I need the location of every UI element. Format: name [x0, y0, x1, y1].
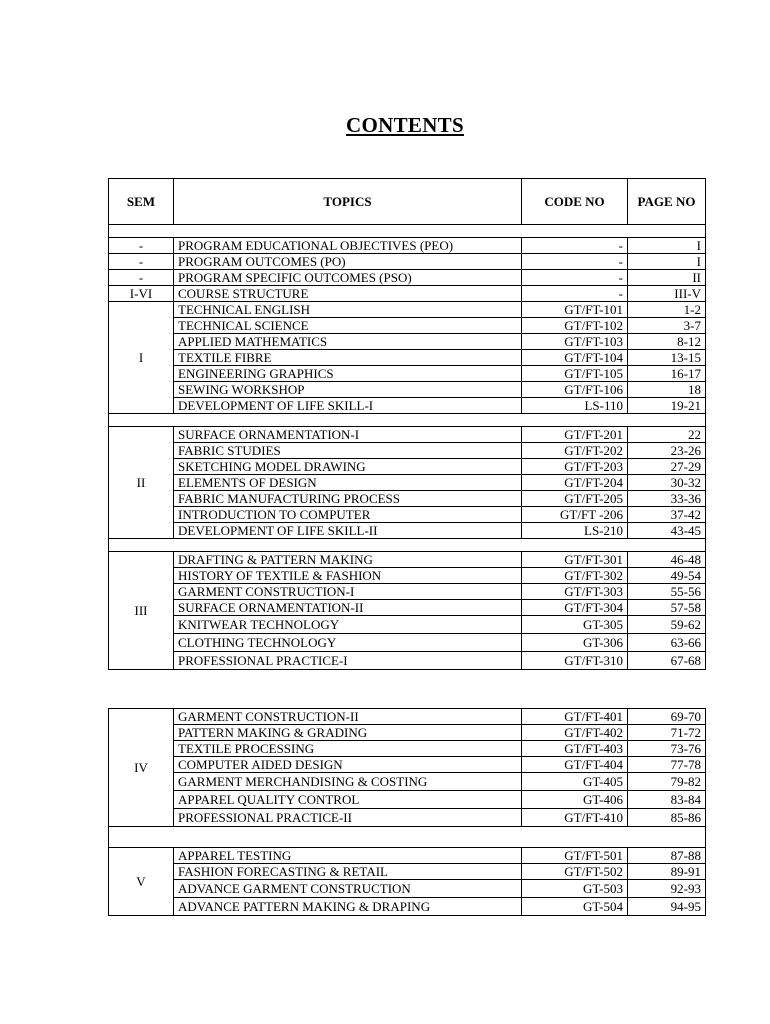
page-cell: 92-93: [628, 880, 706, 898]
code-cell: -: [522, 238, 628, 254]
table-row: [109, 600, 706, 616]
page-cell: 1-2: [628, 302, 706, 318]
table-row: [109, 880, 706, 898]
topic-cell: PROFESSIONAL PRACTICE-II: [174, 809, 522, 827]
table-row: [109, 725, 706, 741]
sem-cell: II: [109, 427, 174, 539]
topic-cell: ADVANCE GARMENT CONSTRUCTION: [174, 880, 522, 898]
table-row: [109, 898, 706, 916]
table-row: [109, 552, 706, 568]
table-row: [109, 318, 706, 334]
table-row: [109, 302, 706, 318]
table-row: [109, 773, 706, 791]
code-cell: GT-406: [522, 791, 628, 809]
code-cell: GT/FT-202: [522, 443, 628, 459]
topic-cell: KNITWEAR TECHNOLOGY: [174, 616, 522, 634]
table-row: [109, 459, 706, 475]
sem-cell: V: [109, 848, 174, 916]
code-cell: GT/FT-303: [522, 584, 628, 600]
code-cell: GT/FT-402: [522, 725, 628, 741]
code-cell: GT/FT-101: [522, 302, 628, 318]
page-cell: 22: [628, 427, 706, 443]
code-cell: GT/FT-103: [522, 334, 628, 350]
code-cell: GT-306: [522, 634, 628, 652]
topic-cell: FABRIC STUDIES: [174, 443, 522, 459]
page-cell: 23-26: [628, 443, 706, 459]
page-cell: I: [628, 238, 706, 254]
page-cell: 69-70: [628, 709, 706, 725]
code-cell: GT/FT-104: [522, 350, 628, 366]
contents-table: [108, 178, 706, 670]
table-row: [109, 757, 706, 773]
page-cell: 63-66: [628, 634, 706, 652]
topic-cell: TECHNICAL SCIENCE: [174, 318, 522, 334]
code-cell: GT-504: [522, 898, 628, 916]
topic-cell: FASHION FORECASTING & RETAIL: [174, 864, 522, 880]
sem-cell: -: [109, 238, 174, 254]
topic-cell: HISTORY OF TEXTILE & FASHION: [174, 568, 522, 584]
page-cell: 19-21: [628, 398, 706, 414]
sem-cell: I-VI: [109, 286, 174, 302]
table-row: [109, 741, 706, 757]
code-cell: GT/FT-403: [522, 741, 628, 757]
table-row: [109, 791, 706, 809]
page-cell: 33-36: [628, 491, 706, 507]
page-cell: 77-78: [628, 757, 706, 773]
code-cell: -: [522, 254, 628, 270]
table-row: [109, 507, 706, 523]
code-cell: GT/FT-102: [522, 318, 628, 334]
table-row: [109, 523, 706, 539]
page-cell: 43-45: [628, 523, 706, 539]
page-title: CONTENTS: [346, 113, 464, 137]
page-cell: 13-15: [628, 350, 706, 366]
code-cell: GT/FT-106: [522, 382, 628, 398]
header-row: [109, 179, 706, 225]
code-cell: GT/FT-301: [522, 552, 628, 568]
sem-cell: III: [109, 552, 174, 670]
topic-cell: SKETCHING MODEL DRAWING: [174, 459, 522, 475]
topic-cell: CLOTHING TECHNOLOGY: [174, 634, 522, 652]
topic-cell: ENGINEERING GRAPHICS: [174, 366, 522, 382]
page-header: PAGE NO: [628, 179, 706, 225]
code-cell: GT-305: [522, 616, 628, 634]
table-row: [109, 398, 706, 414]
topic-cell: TECHNICAL ENGLISH: [174, 302, 522, 318]
table-row: [109, 652, 706, 670]
code-cell: GT/FT-401: [522, 709, 628, 725]
topic-cell: DEVELOPMENT OF LIFE SKILL-II: [174, 523, 522, 539]
topic-cell: GARMENT CONSTRUCTION-I: [174, 584, 522, 600]
topic-cell: COMPUTER AIDED DESIGN: [174, 757, 522, 773]
code-cell: GT/FT-502: [522, 864, 628, 880]
code-cell: GT/FT-201: [522, 427, 628, 443]
topic-cell: GARMENT MERCHANDISING & COSTING: [174, 773, 522, 791]
code-cell: -: [522, 270, 628, 286]
page-cell: I: [628, 254, 706, 270]
page-cell: III-V: [628, 286, 706, 302]
table-row: [109, 427, 706, 443]
table-row: [109, 584, 706, 600]
page-cell: 67-68: [628, 652, 706, 670]
page-cell: II: [628, 270, 706, 286]
table-row: [109, 475, 706, 491]
topic-cell: FABRIC MANUFACTURING PROCESS: [174, 491, 522, 507]
code-cell: GT-405: [522, 773, 628, 791]
page-cell: 37-42: [628, 507, 706, 523]
topic-cell: APPAREL QUALITY CONTROL: [174, 791, 522, 809]
topic-cell: GARMENT CONSTRUCTION-II: [174, 709, 522, 725]
table-row: [109, 848, 706, 864]
page-cell: 49-54: [628, 568, 706, 584]
topic-cell: SURFACE ORNAMENTATION-I: [174, 427, 522, 443]
contents-table-continued: [108, 708, 706, 916]
code-cell: GT/FT-304: [522, 600, 628, 616]
table-row: [109, 634, 706, 652]
topic-cell: DRAFTING & PATTERN MAKING: [174, 552, 522, 568]
table-row: [109, 864, 706, 880]
code-cell: GT/FT-310: [522, 652, 628, 670]
code-cell: GT/FT-205: [522, 491, 628, 507]
page-cell: 30-32: [628, 475, 706, 491]
topic-cell: PROGRAM EDUCATIONAL OBJECTIVES (PEO): [174, 238, 522, 254]
sem-cell: -: [109, 270, 174, 286]
page-cell: 89-91: [628, 864, 706, 880]
table-row: [109, 709, 706, 725]
code-cell: GT/FT-404: [522, 757, 628, 773]
code-cell: GT/FT-105: [522, 366, 628, 382]
topic-cell: PROGRAM OUTCOMES (PO): [174, 254, 522, 270]
code-cell: LS-210: [522, 523, 628, 539]
table-row: [109, 491, 706, 507]
page-cell: 87-88: [628, 848, 706, 864]
code-cell: GT/FT-410: [522, 809, 628, 827]
table-row: [109, 238, 706, 254]
table-row: [109, 616, 706, 634]
topics-header: TOPICS: [174, 179, 522, 225]
topic-cell: ADVANCE PATTERN MAKING & DRAPING: [174, 898, 522, 916]
page-cell: 85-86: [628, 809, 706, 827]
page-cell: 8-12: [628, 334, 706, 350]
page-cell: 16-17: [628, 366, 706, 382]
topic-cell: DEVELOPMENT OF LIFE SKILL-I: [174, 398, 522, 414]
sem-cell: IV: [109, 709, 174, 827]
page-cell: 18: [628, 382, 706, 398]
table-row: [109, 443, 706, 459]
code-cell: GT/FT-203: [522, 459, 628, 475]
spacer-row: [109, 225, 706, 238]
spacer-row: [109, 827, 706, 848]
table-row: [109, 809, 706, 827]
code-cell: GT/FT-501: [522, 848, 628, 864]
code-cell: GT/FT-302: [522, 568, 628, 584]
code-cell: LS-110: [522, 398, 628, 414]
table-row: [109, 568, 706, 584]
topic-cell: COURSE STRUCTURE: [174, 286, 522, 302]
code-cell: GT-503: [522, 880, 628, 898]
page-cell: 46-48: [628, 552, 706, 568]
page-cell: 59-62: [628, 616, 706, 634]
topic-cell: APPAREL TESTING: [174, 848, 522, 864]
page-cell: 55-56: [628, 584, 706, 600]
table-row: [109, 286, 706, 302]
sem-cell: -: [109, 254, 174, 270]
spacer-row: [109, 539, 706, 552]
code-cell: GT/FT -206: [522, 507, 628, 523]
spacer-row: [109, 414, 706, 427]
table-row: [109, 334, 706, 350]
topic-cell: PROGRAM SPECIFIC OUTCOMES (PSO): [174, 270, 522, 286]
sem-cell: I: [109, 302, 174, 414]
code-cell: -: [522, 286, 628, 302]
code-cell: GT/FT-204: [522, 475, 628, 491]
topic-cell: INTRODUCTION TO COMPUTER: [174, 507, 522, 523]
table-row: [109, 350, 706, 366]
page-cell: 3-7: [628, 318, 706, 334]
topic-cell: SEWING WORKSHOP: [174, 382, 522, 398]
table-row: [109, 366, 706, 382]
table-row: [109, 382, 706, 398]
sem-header: SEM: [109, 179, 174, 225]
page-cell: 79-82: [628, 773, 706, 791]
topic-cell: PATTERN MAKING & GRADING: [174, 725, 522, 741]
code-header: CODE NO: [522, 179, 628, 225]
topic-cell: ELEMENTS OF DESIGN: [174, 475, 522, 491]
page-cell: 71-72: [628, 725, 706, 741]
topic-cell: PROFESSIONAL PRACTICE-I: [174, 652, 522, 670]
topic-cell: TEXTILE PROCESSING: [174, 741, 522, 757]
topic-cell: TEXTILE FIBRE: [174, 350, 522, 366]
page-cell: 83-84: [628, 791, 706, 809]
table-row: [109, 270, 706, 286]
topic-cell: APPLIED MATHEMATICS: [174, 334, 522, 350]
page-cell: 27-29: [628, 459, 706, 475]
page-cell: 57-58: [628, 600, 706, 616]
page-cell: 73-76: [628, 741, 706, 757]
topic-cell: SURFACE ORNAMENTATION-II: [174, 600, 522, 616]
table-row: [109, 254, 706, 270]
page-cell: 94-95: [628, 898, 706, 916]
